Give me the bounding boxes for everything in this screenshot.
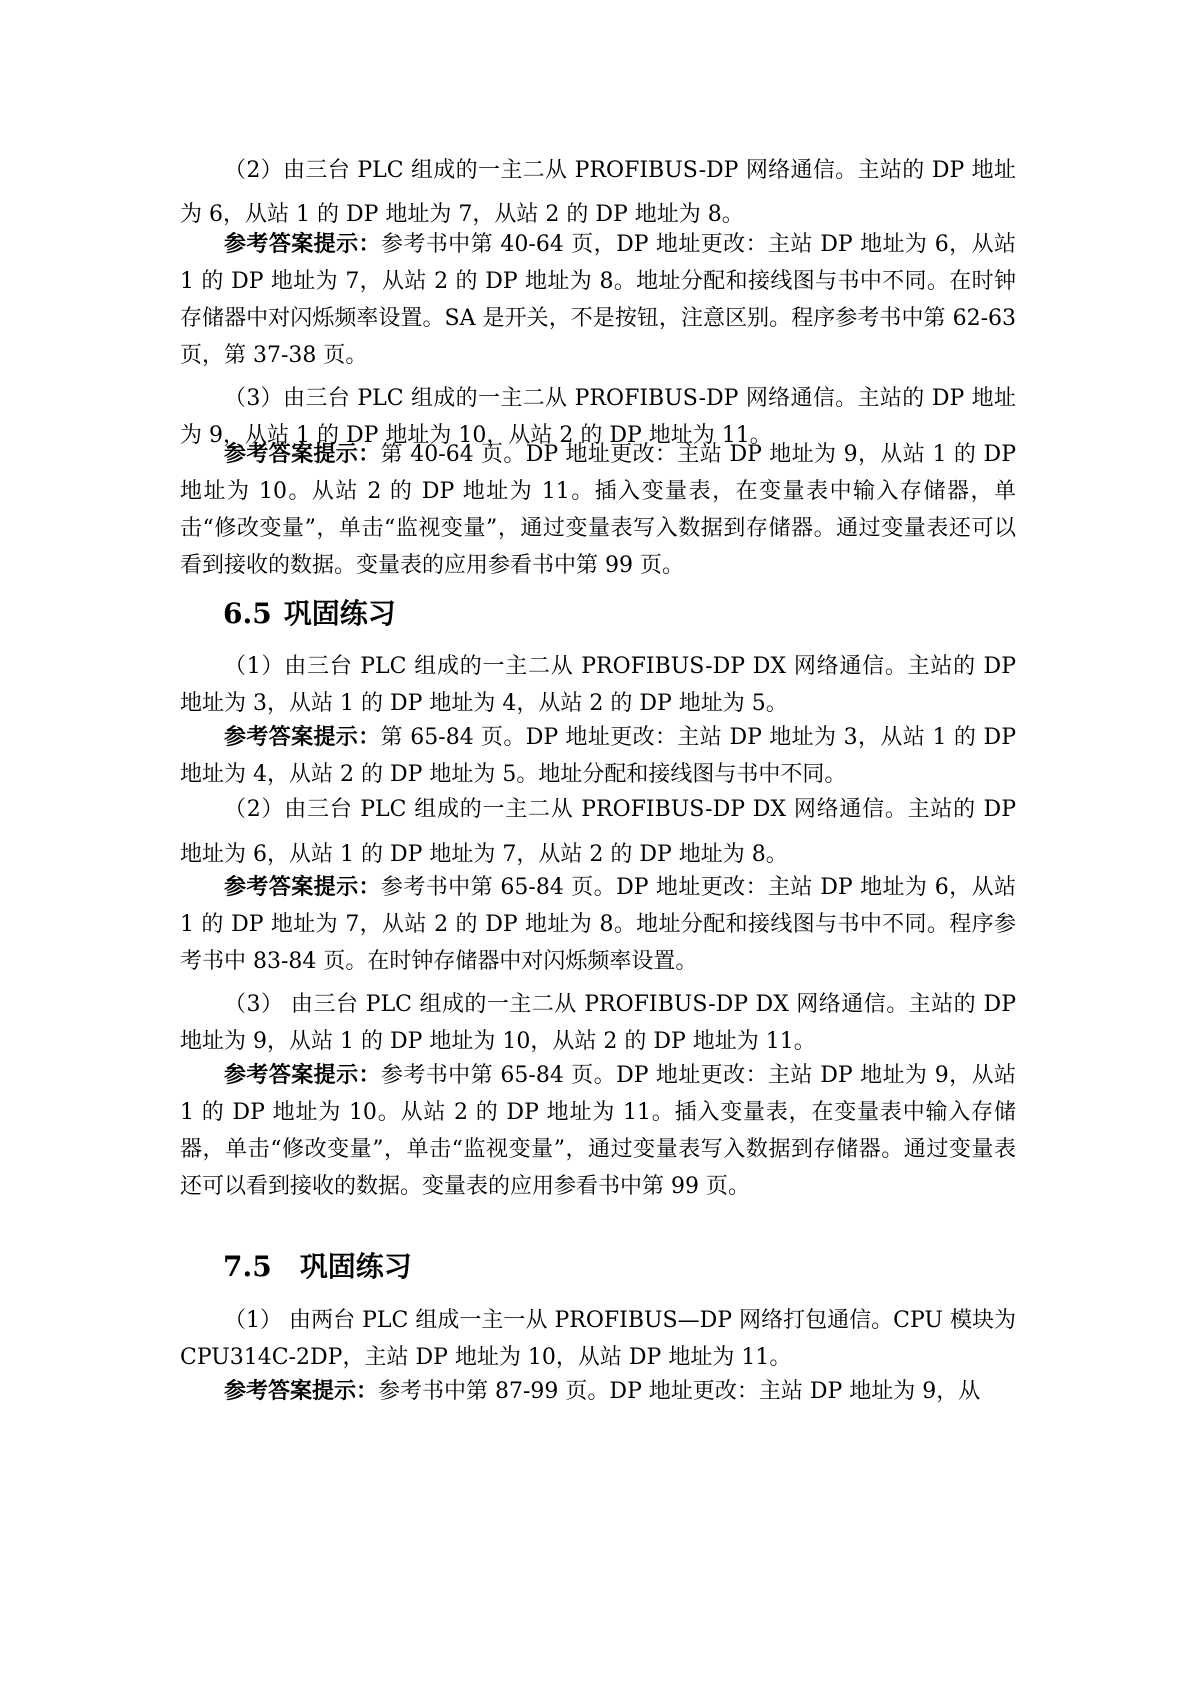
section-heading-7-5: 7.5 巩固练习 [223,1250,412,1283]
answer-hint-paragraph: 参考答案提示：参考书中第 40-64 页，DP 地址更改：主站 DP 地址为 6，从站 1 的 DP 地址为 7，从站 2 的 DP 地址为 8。地址分配和接线图与书中不同。在时钟存储器中对闪烁频率设置。SA 是开关，不是按钮，注意区别。程序参考书中第 62-63 页，第 37-38 页。 [180,231,1016,368]
exercise-3-paragraph: （3）由三台 PLC 组成的一主二从 PROFIBUS-DP 网络通信。主站的 DP 地址为 9，从站 1 的 DP 地址为 10，从站 2 的 DP 地址为 11。 [180,386,1016,448]
exercise-1-paragraph: （1） 由两台 PLC 组成一主一从 PROFIBUS—DP 网络打包通信。CPU 模块为 CPU314C-2DP，主站 DP 地址为 10，从站 DP 地址为 11。 [180,1308,1016,1370]
answer-hint-paragraph: 参考答案提示：第 65-84 页。DP 地址更改：主站 DP 地址为 3，从站 1 的 DP 地址为 4，从站 2 的 DP 地址为 5。地址分配和接线图与书中不同。 [180,724,1016,787]
answer-hint-paragraph: 参考答案提示：第 40-64 页。DP 地址更改：主站 DP 地址为 9，从站 1 的 DP 地址为 10。从站 2 的 DP 地址为 11。插入变量表，在变量表中输入存储器，单击“修改变量”，单击“监视变量”，通过变量表写入数据到存储器。通过变量表还可以看到接收的数据。变量表的应用参看书中第 99 页。 [180,441,1016,578]
answer-hint-label: 参考答案提示： [224,441,381,467]
exercise-2-paragraph: （2）由三台 PLC 组成的一主二从 PROFIBUS-DP DX 网络通信。主站的 DP 地址为 6，从站 1 的 DP 地址为 7，从站 2 的 DP 地址为 8。 [180,797,1016,867]
answer-hint-label: 参考答案提示： [224,874,381,900]
answer-hint-label: 参考答案提示： [224,231,381,257]
answer-hint-label: 参考答案提示： [224,1062,381,1088]
section-heading-6-5: 6.5 巩固练习 [223,597,396,630]
answer-hint-label: 参考答案提示： [224,724,381,750]
exercise-3-paragraph: （3） 由三台 PLC 组成的一主二从 PROFIBUS-DP DX 网络通信。主站的 DP 地址为 9，从站 1 的 DP 地址为 10，从站 2 的 DP 地址为 11。 [180,992,1016,1054]
answer-hint-label: 参考答案提示： [224,1378,379,1404]
answer-hint-paragraph: 参考答案提示：参考书中第 65-84 页。DP 地址更改：主站 DP 地址为 6，从站 1 的 DP 地址为 7，从站 2 的 DP 地址为 8。地址分配和接线图与书中不同。程序参考书中 83-84 页。在时钟存储器中对闪烁频率设置。 [180,874,1016,974]
exercise-1-paragraph: （1）由三台 PLC 组成的一主二从 PROFIBUS-DP DX 网络通信。主站的 DP 地址为 3，从站 1 的 DP 地址为 4，从站 2 的 DP 地址为 5。 [180,654,1016,716]
answer-hint-paragraph: 参考答案提示：参考书中第 65-84 页。DP 地址更改：主站 DP 地址为 9，从站 1 的 DP 地址为 10。从站 2 的 DP 地址为 11。插入变量表，在变量表中输入存储器，单击“修改变量”，单击“监视变量”，通过变量表写入数据到存储器。通过变量表还可以看到接收的数据。变量表的应用参看书中第 99 页。 [180,1062,1016,1199]
exercise-2-paragraph: （2）由三台 PLC 组成的一主二从 PROFIBUS-DP 网络通信。主站的 DP 地址为 6，从站 1 的 DP 地址为 7，从站 2 的 DP 地址为 8。 [180,158,1016,227]
answer-hint-paragraph: 参考答案提示：参考书中第 87-99 页。DP 地址更改：主站 DP 地址为 9，从 [224,1378,981,1404]
